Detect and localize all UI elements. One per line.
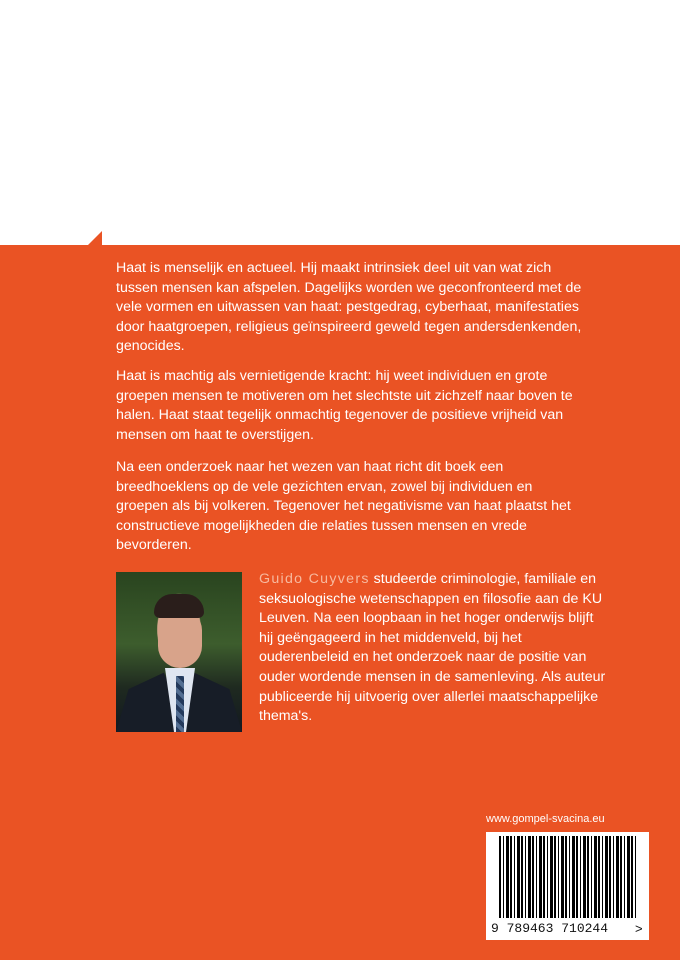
description-paragraph-3: Na een onderzoek naar het wezen van haat richt dit boek een breedhoeklens op de vele gezichten ervan, zowel bij individuen en groepen als bij volkeren. Tegenover het negativisme van haat plaatst het constructieve mogelijkheden die relaties tussen mensen en vrede bevorderen. xyxy=(116,459,571,553)
author-biography-text: studeerde criminologie, familiale en seksuologische wetenschappen en filosofie aan de KU Leuven. Na een loopbaan in het hoger onderwijs blijft hij geëngageerd in het middenveld, bij het ouderenbeleid en het onderzoek naar de positie van ouder wordende mensen in de samenleving. Als auteur publiceerde hij uitvoerig over allerlei maatschappelijke thema's. xyxy=(259,571,606,725)
barcode-bars xyxy=(499,836,637,918)
isbn-barcode xyxy=(486,832,649,940)
author-biography xyxy=(259,570,609,727)
author-face-shape xyxy=(158,610,202,668)
author-name: Guido Cuyvers xyxy=(259,571,370,587)
description-paragraph-2: Haat is machtig als vernietigende kracht: hij weet individuen en grote groepen mensen te motiveren om het slechtste uit zichzelf naar boven te halen. Haat staat tegelijk onmachtig tegenover de positieve vrijheid van mensen om haat te overstijgen. xyxy=(116,368,573,443)
isbn-number: 9 789463 710244 xyxy=(491,921,609,936)
author-hair-shape xyxy=(154,594,204,618)
orange-corner-notch xyxy=(88,231,102,245)
author-photo xyxy=(116,572,242,732)
white-top-area xyxy=(0,0,680,245)
barcode-arrow: > xyxy=(635,921,643,936)
publisher-website: www.gompel-svacina.eu xyxy=(486,813,605,825)
description-paragraph-1: Haat is menselijk en actueel. Hij maakt intrinsiek deel uit van wat zich tussen mensen kan afspelen. Dagelijks worden we geconfronteerd met de vele vormen en uitwassen van haat: pestgedrag, cyberhaat, manifestaties door haatgroepen, religieus geïnspireerd geweld tegen andersdenkenden, genocides. xyxy=(116,260,582,354)
author-tie-shape xyxy=(176,676,184,732)
